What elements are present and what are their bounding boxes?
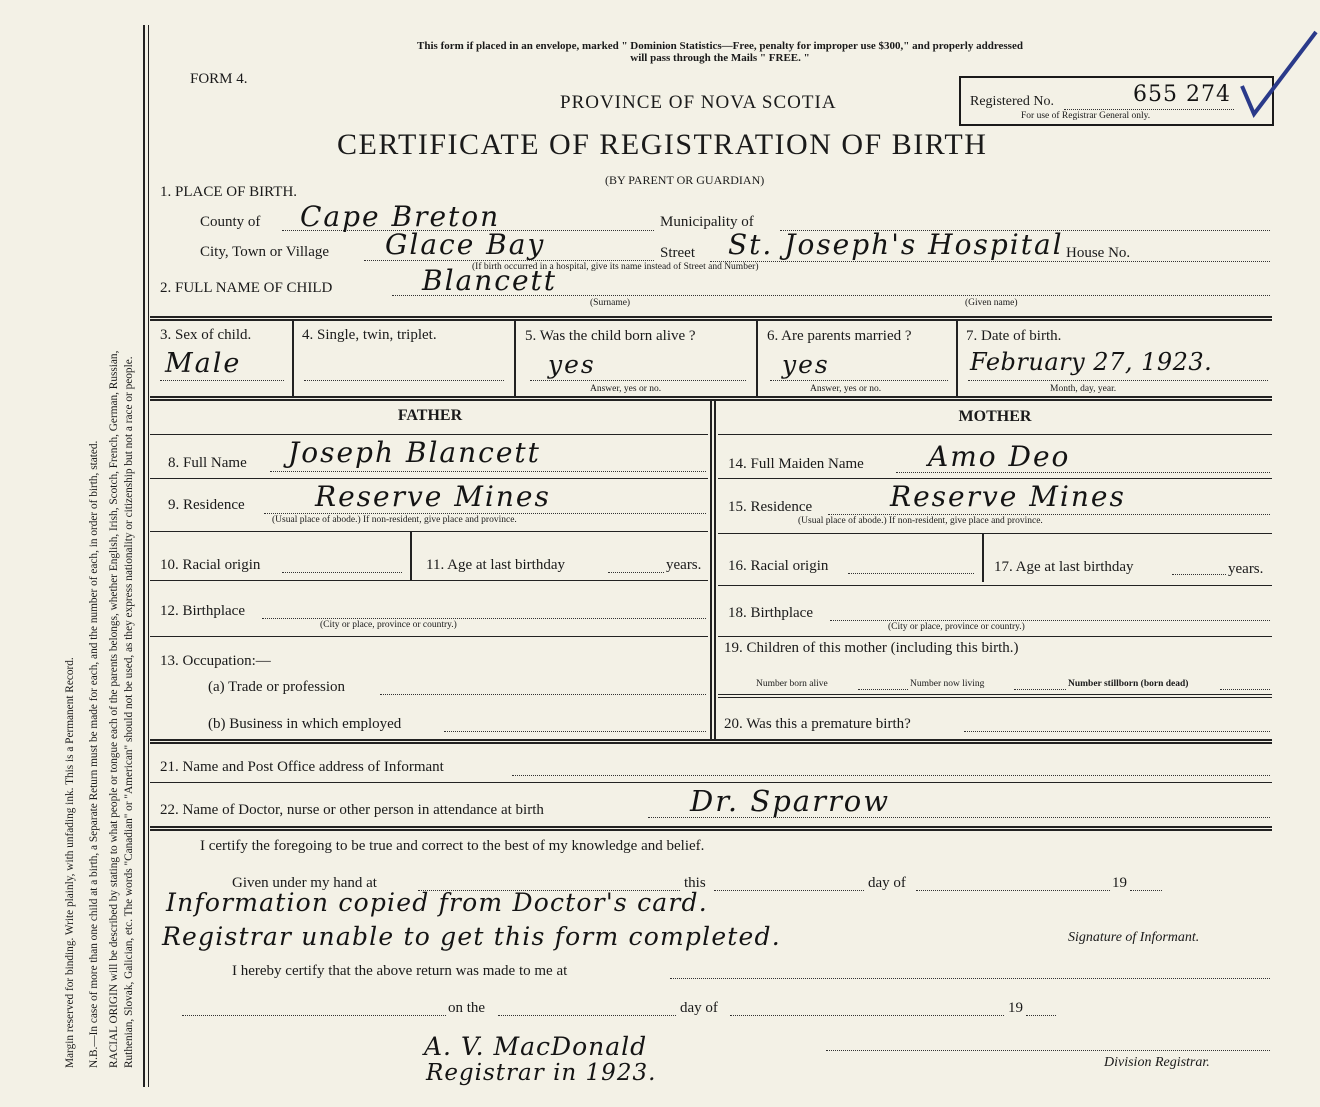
rule-top-grid bbox=[150, 316, 1272, 318]
premature-label: 20. Was this a premature birth? bbox=[724, 716, 911, 732]
hospital-note: (If birth occurred in a hospital, give its name instead of Street and Number) bbox=[472, 262, 759, 272]
informant-line bbox=[512, 775, 1270, 776]
handwritten-note-2: Registrar unable to get this form completed. bbox=[162, 922, 781, 951]
place-heading: 1. PLACE OF BIRTH. bbox=[160, 184, 298, 200]
municipality-label: Municipality of bbox=[660, 214, 754, 230]
father-racial-rule bbox=[150, 580, 708, 581]
married-note: Answer, yes or no. bbox=[810, 384, 882, 394]
father-racial-line bbox=[282, 572, 402, 573]
registrar-year-note: Registrar in 1923. bbox=[426, 1060, 657, 1086]
rule-top-grid-2 bbox=[150, 319, 1272, 321]
hereby-line bbox=[670, 978, 1270, 979]
dob-note: Month, day, year. bbox=[1050, 384, 1117, 394]
check-mark-stroke bbox=[1242, 32, 1316, 114]
born-alive-value: yes bbox=[548, 350, 596, 379]
mother-residence-line bbox=[828, 514, 1270, 515]
father-occupation-label: 13. Occupation:— bbox=[160, 653, 271, 669]
father-business-line bbox=[444, 731, 706, 732]
given-year-line bbox=[1130, 890, 1162, 891]
mother-age-line bbox=[1172, 574, 1226, 575]
rule-parents-bottom-2 bbox=[150, 742, 1272, 744]
registered-number: 655 274 bbox=[1133, 82, 1231, 107]
division-registrar-line bbox=[826, 1050, 1270, 1051]
certificate-subtitle: (BY PARENT OR GUARDIAN) bbox=[605, 173, 765, 187]
mother-name-label: 14. Full Maiden Name bbox=[728, 456, 864, 472]
child-name-label: 2. FULL NAME OF CHILD bbox=[160, 280, 333, 296]
father-years: years. bbox=[666, 557, 702, 573]
certify-text: I certify the foregoing to be true and correct to the best of my knowledge and belief. bbox=[200, 838, 705, 854]
mother-racial-divider bbox=[982, 534, 984, 582]
father-name-rule bbox=[150, 478, 708, 479]
house-label: House No. bbox=[1066, 245, 1131, 261]
dob-value: February 27, 1923. bbox=[970, 348, 1213, 376]
mother-residence-rule bbox=[718, 533, 1272, 534]
province-title: PROVINCE OF NOVA SCOTIA bbox=[560, 92, 837, 113]
on-the-day-of-label: day of bbox=[680, 1000, 718, 1016]
father-business-label: (b) Business in which employed bbox=[208, 716, 402, 732]
father-name-value: Joseph Blancett bbox=[288, 436, 541, 469]
given-under-label: Given under my hand at bbox=[232, 875, 377, 891]
mother-racial-label: 16. Racial origin bbox=[728, 558, 829, 574]
sex-label: 3. Sex of child. bbox=[160, 327, 252, 343]
on-the-year-label: 19 bbox=[1008, 1000, 1023, 1016]
mother-residence-label: 15. Residence bbox=[728, 499, 813, 515]
stillborn-line bbox=[1220, 689, 1270, 690]
father-trade-line bbox=[380, 694, 706, 695]
mother-racial-line bbox=[848, 573, 974, 574]
mother-children-rule bbox=[718, 694, 1272, 695]
mother-name-rule bbox=[718, 478, 1272, 479]
father-name-line bbox=[270, 471, 706, 472]
premature-line bbox=[964, 731, 1270, 732]
mother-years: years. bbox=[1228, 561, 1264, 577]
father-age-label: 11. Age at last birthday bbox=[426, 557, 565, 573]
on-the-label: on the bbox=[448, 1000, 486, 1016]
born-alive-label: 5. Was the child born alive ? bbox=[525, 328, 696, 344]
born-alive-line bbox=[530, 380, 746, 381]
grid-divider-1 bbox=[292, 320, 294, 396]
grid-divider-4 bbox=[956, 320, 958, 396]
check-mark bbox=[1238, 28, 1320, 120]
sex-value: Male bbox=[165, 348, 242, 379]
now-living-line bbox=[1014, 689, 1066, 690]
margin-rule bbox=[143, 25, 145, 1087]
given-name-note: (Given name) bbox=[965, 298, 1018, 308]
side-note-separate-return: N.B.—In case of more than one child at a birth, a Separate Return must be made for each, and the number of each, in order of birth, stated. bbox=[88, 440, 100, 1068]
born-alive-count-line bbox=[858, 689, 908, 690]
father-heading-rule bbox=[150, 434, 708, 435]
on-the-year-line bbox=[1026, 1015, 1056, 1016]
informant-rule bbox=[150, 782, 1272, 783]
mother-residence-note: (Usual place of abode.) If non-resident, give place and province. bbox=[798, 516, 1043, 526]
surname-note: (Surname) bbox=[590, 298, 631, 308]
born-alive-count-label: Number born alive bbox=[756, 679, 828, 689]
mother-children-label: 19. Children of this mother (including this birth.) bbox=[724, 640, 1019, 656]
father-racial-label: 10. Racial origin bbox=[160, 557, 261, 573]
doctor-value: Dr. Sparrow bbox=[690, 784, 891, 818]
mother-residence-value: Reserve Mines bbox=[890, 480, 1126, 513]
father-birthplace-label: 12. Birthplace bbox=[160, 603, 245, 619]
parents-divider-2 bbox=[714, 400, 716, 740]
mother-heading-rule bbox=[718, 434, 1272, 435]
father-residence-note: (Usual place of abode.) If non-resident, give place and province. bbox=[272, 515, 517, 525]
born-alive-note: Answer, yes or no. bbox=[590, 384, 662, 394]
given-day-of-label: day of bbox=[868, 875, 906, 891]
father-birthplace-note: (City or place, province or country.) bbox=[320, 620, 457, 630]
child-name-value: Blancett bbox=[422, 264, 558, 297]
single-twin-line bbox=[304, 380, 504, 381]
father-racial-divider bbox=[410, 532, 412, 580]
margin-rule-inner bbox=[148, 25, 149, 1087]
handwritten-note-1: Information copied from Doctor's card. bbox=[166, 888, 708, 917]
rule-parents-bottom bbox=[150, 739, 1272, 741]
father-residence-rule bbox=[150, 531, 708, 532]
married-label: 6. Are parents married ? bbox=[767, 328, 912, 344]
rule-certify-top-2 bbox=[150, 829, 1272, 831]
married-line bbox=[770, 380, 948, 381]
father-birthplace-line bbox=[262, 618, 706, 619]
registered-box bbox=[959, 76, 1274, 126]
city-value: Glace Bay bbox=[385, 228, 546, 261]
on-the-lead-line bbox=[182, 1015, 446, 1016]
father-trade-label: (a) Trade or profession bbox=[208, 679, 346, 695]
father-name-label: 8. Full Name bbox=[168, 455, 247, 471]
mother-racial-rule bbox=[718, 585, 1272, 586]
father-residence-line bbox=[264, 513, 706, 514]
on-the-line bbox=[498, 1015, 676, 1016]
county-value: Cape Breton bbox=[300, 200, 501, 233]
signature-informant-label: Signature of Informant. bbox=[1068, 930, 1200, 945]
informant-label: 21. Name and Post Office address of Informant bbox=[160, 759, 444, 775]
father-birthplace-rule bbox=[150, 636, 708, 637]
single-twin-label: 4. Single, twin, triplet. bbox=[302, 327, 437, 343]
postal-notice: This form if placed in an envelope, marked " Dominion Statistics—Free, penalty for improper use $300," and properly addressed will pass through the Mails " FREE. " bbox=[417, 40, 1023, 64]
stillborn-label: Number stillborn (born dead) bbox=[1068, 679, 1189, 689]
registered-label: Registered No. bbox=[970, 94, 1054, 109]
registrar-signature: A. V. MacDonald bbox=[424, 1032, 648, 1061]
side-note-racial-origin-2: Ruthenian, Slovak, Galician, etc. The words "Canadian" or "American" should not be used, as they express nationality or citizenship but not a race or people. bbox=[123, 356, 135, 1068]
rule-certify-top bbox=[150, 826, 1272, 828]
certificate-title: CERTIFICATE OF REGISTRATION OF BIRTH bbox=[337, 128, 988, 161]
hereby-label: I hereby certify that the above return was made to me at bbox=[232, 963, 568, 979]
married-value: yes bbox=[782, 350, 830, 379]
now-living-label: Number now living bbox=[910, 679, 985, 689]
mother-birthplace-note: (City or place, province or country.) bbox=[888, 622, 1025, 632]
grid-divider-2 bbox=[514, 320, 516, 396]
mother-birthplace-rule bbox=[718, 636, 1272, 637]
form-number: FORM 4. bbox=[190, 71, 248, 87]
side-note-racial-origin: RACIAL ORIGIN will be described by stating to what people or tongue each of the parents belongs, whether English, Irish, Scotch, French, German, Russian, bbox=[108, 350, 120, 1068]
registered-note: For use of Registrar General only. bbox=[1021, 111, 1151, 121]
sex-line bbox=[160, 380, 284, 381]
doctor-label: 22. Name of Doctor, nurse or other person in attendance at birth bbox=[160, 802, 544, 818]
parents-divider bbox=[710, 400, 712, 740]
given-year-label: 19 bbox=[1112, 875, 1127, 891]
dob-label: 7. Date of birth. bbox=[966, 328, 1062, 344]
county-label: County of bbox=[200, 214, 261, 230]
given-this-label: this bbox=[684, 875, 706, 891]
mother-age-label: 17. Age at last birthday bbox=[994, 559, 1134, 575]
grid-divider-3 bbox=[756, 320, 758, 396]
division-registrar-label: Division Registrar. bbox=[1104, 1055, 1210, 1070]
city-label: City, Town or Village bbox=[200, 244, 330, 260]
mother-children-rule-2 bbox=[718, 697, 1272, 698]
mother-name-value: Amo Deo bbox=[928, 440, 1071, 473]
father-heading: FATHER bbox=[397, 407, 463, 424]
street-line bbox=[710, 261, 1270, 262]
street-label: Street bbox=[660, 245, 695, 261]
street-value: St. Joseph's Hospital bbox=[728, 228, 1064, 261]
registered-dots bbox=[1064, 109, 1234, 110]
on-the-day-of-line bbox=[730, 1015, 1004, 1016]
given-this-line bbox=[714, 890, 864, 891]
dob-line bbox=[968, 380, 1268, 381]
father-residence-value: Reserve Mines bbox=[315, 480, 551, 513]
mother-birthplace-label: 18. Birthplace bbox=[728, 605, 813, 621]
rule-parents-top bbox=[150, 396, 1272, 398]
father-residence-label: 9. Residence bbox=[168, 497, 245, 513]
father-age-line bbox=[608, 572, 664, 573]
given-day-of-line bbox=[916, 890, 1110, 891]
mother-heading: MOTHER bbox=[958, 408, 1032, 425]
side-note-binding: Margin reserved for binding. Write plainly, with unfading ink. This is a Permanent Record. bbox=[64, 657, 76, 1068]
mother-birthplace-line bbox=[830, 620, 1270, 621]
